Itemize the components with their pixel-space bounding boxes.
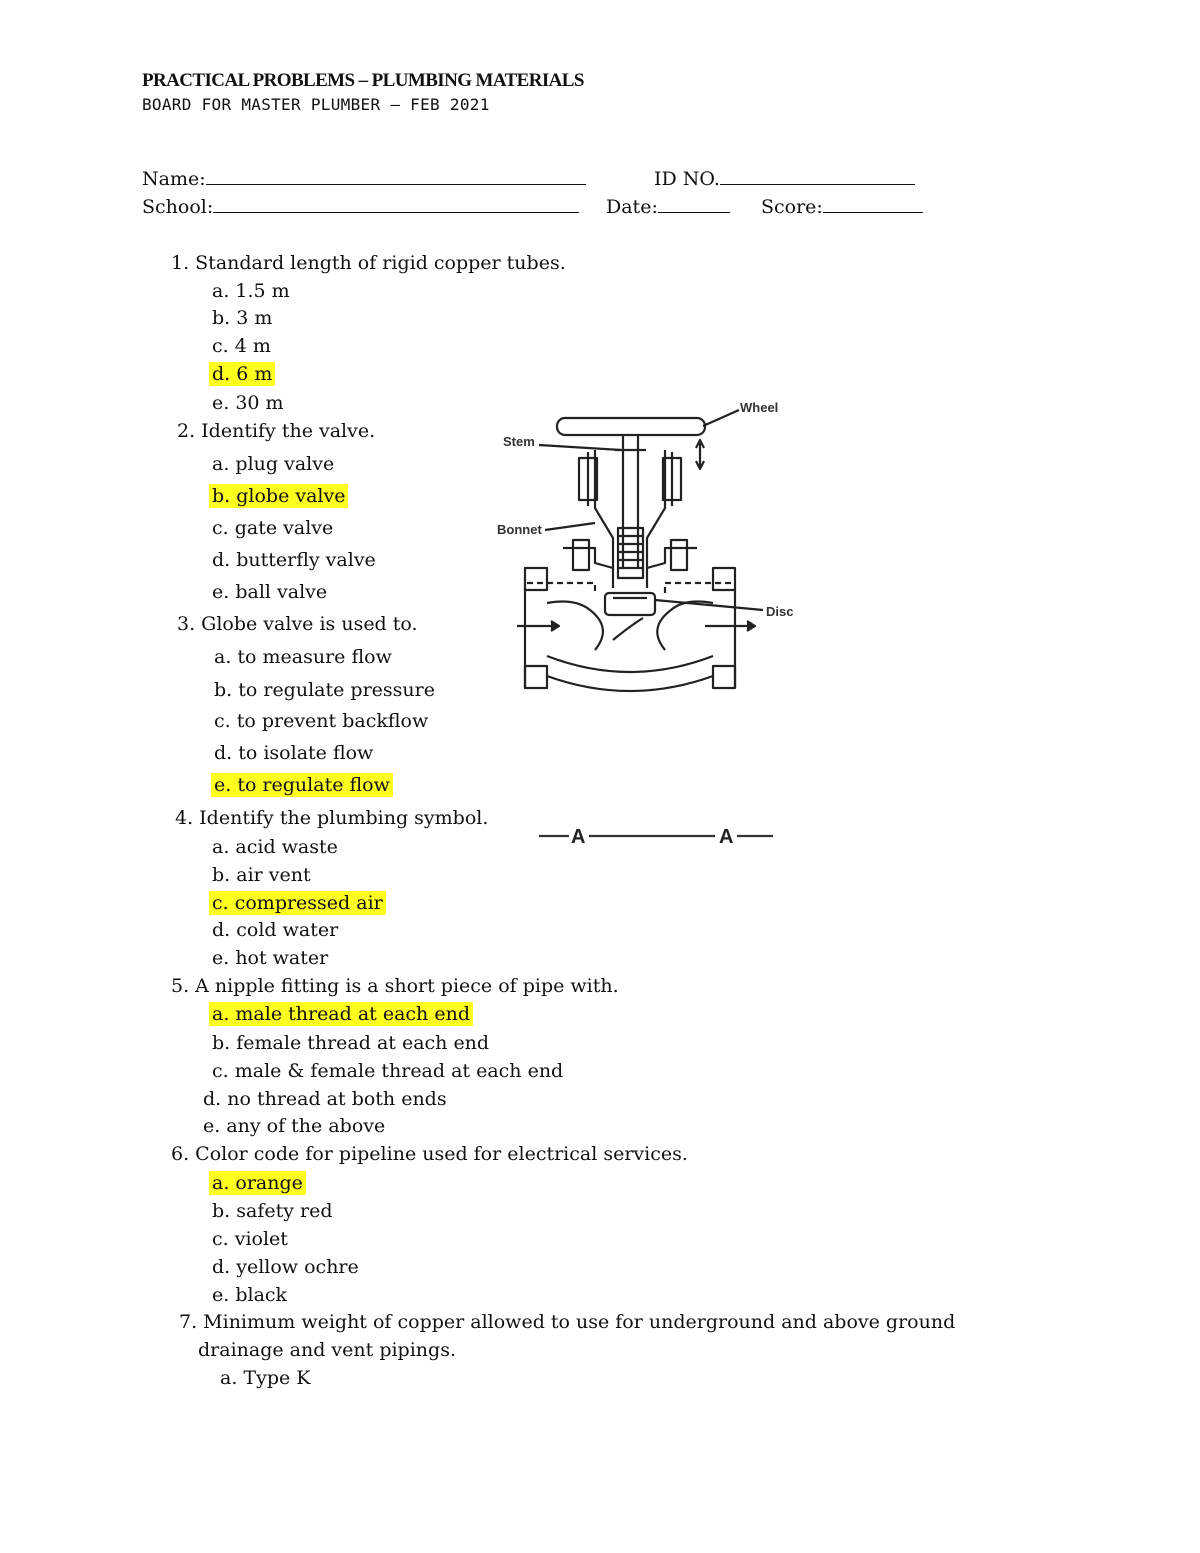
question-1-choice-d-answer[interactable]: d. 6 m: [209, 362, 275, 386]
question-4-choice-c-answer[interactable]: c. compressed air: [209, 891, 386, 915]
question-5-choice-b[interactable]: b. female thread at each end: [212, 1032, 490, 1054]
score-field-row: [761, 194, 923, 219]
question-6-stem: 6. Color code for pipeline used for electrical services.: [171, 1143, 688, 1165]
question-4-choice-d[interactable]: d. cold water: [212, 919, 339, 941]
question-5-stem: 5. A nipple fitting is a short piece of pipe with.: [171, 975, 619, 997]
question-4-choice-b[interactable]: b. air vent: [212, 864, 311, 886]
score-field[interactable]: [823, 194, 923, 213]
question-1-choice-e[interactable]: e. 30 m: [212, 392, 284, 414]
valve-label-disc: Disc: [766, 604, 794, 619]
question-3-stem: 3. Globe valve is used to.: [177, 613, 418, 635]
symbol-letter-right: A: [719, 826, 734, 848]
question-5-choice-c[interactable]: c. male & female thread at each end: [212, 1060, 564, 1082]
id-field-row: [654, 166, 915, 191]
valve-disc: [605, 593, 655, 615]
question-5-choice-d[interactable]: d. no thread at both ends: [203, 1088, 447, 1110]
id-field[interactable]: [720, 166, 915, 185]
question-1-choice-a[interactable]: a. 1.5 m: [212, 280, 290, 302]
question-3-choice-a[interactable]: a. to measure flow: [214, 646, 392, 668]
question-3-choice-d[interactable]: d. to isolate flow: [214, 742, 374, 764]
question-7-stem: 7. Minimum weight of copper allowed to use for underground and above ground: [179, 1311, 956, 1333]
page-title: PRACTICAL PROBLEMS – PLUMBING MATERIALS: [142, 70, 584, 91]
school-field-row: [142, 194, 579, 219]
date-label: Date:: [606, 196, 658, 218]
question-2-choice-e[interactable]: e. ball valve: [212, 581, 328, 603]
symbol-letter-left: A: [571, 826, 586, 848]
question-5-choice-e[interactable]: e. any of the above: [203, 1115, 386, 1137]
valve-label-stem: Stem: [503, 434, 535, 449]
question-2-choice-d[interactable]: d. butterfly valve: [212, 549, 376, 571]
school-field[interactable]: [213, 194, 579, 213]
question-1-choice-c[interactable]: c. 4 m: [212, 335, 271, 357]
date-field-row: [606, 194, 730, 219]
question-2-choice-b-answer[interactable]: b. globe valve: [209, 484, 348, 508]
question-6-choice-a-answer[interactable]: a. orange: [209, 1171, 306, 1195]
question-3-choice-c[interactable]: c. to prevent backflow: [214, 710, 429, 732]
question-4-choice-e[interactable]: e. hot water: [212, 947, 329, 969]
question-3-choice-b[interactable]: b. to regulate pressure: [214, 679, 435, 701]
question-6-choice-e[interactable]: e. black: [212, 1284, 288, 1306]
question-7-choice-a[interactable]: a. Type K: [220, 1367, 311, 1389]
question-4-choice-a[interactable]: a. acid waste: [212, 836, 338, 858]
question-2-stem: 2. Identify the valve.: [177, 420, 376, 442]
name-field-row: [142, 166, 586, 191]
valve-handwheel: [557, 418, 705, 435]
valve-label-bonnet: Bonnet: [497, 522, 542, 537]
question-4-stem: 4. Identify the plumbing symbol.: [175, 807, 489, 829]
question-1-stem: 1. Standard length of rigid copper tubes.: [171, 252, 566, 274]
compressed-air-symbol: [535, 820, 780, 852]
date-field[interactable]: [658, 194, 730, 213]
question-6-choice-b[interactable]: b. safety red: [212, 1200, 333, 1222]
valve-label-wheel: Wheel: [740, 400, 779, 415]
question-1-choice-b[interactable]: b. 3 m: [212, 307, 273, 329]
name-label: Name:: [142, 168, 206, 190]
school-label: School:: [142, 196, 214, 218]
question-7-stem-continued: drainage and vent pipings.: [198, 1339, 456, 1361]
question-6-choice-c[interactable]: c. violet: [212, 1228, 288, 1250]
question-2-choice-a[interactable]: a. plug valve: [212, 453, 335, 475]
question-2-choice-c[interactable]: c. gate valve: [212, 517, 334, 539]
id-label: ID NO.: [654, 168, 720, 190]
page-subtitle: BOARD FOR MASTER PLUMBER – FEB 2021: [142, 95, 490, 114]
score-label: Score:: [761, 196, 823, 218]
question-5-choice-a-answer[interactable]: a. male thread at each end: [209, 1002, 473, 1026]
question-6-choice-d[interactable]: d. yellow ochre: [212, 1256, 359, 1278]
globe-valve-diagram: [495, 388, 815, 703]
question-3-choice-e-answer[interactable]: e. to regulate flow: [211, 773, 393, 797]
name-field[interactable]: [206, 166, 586, 185]
